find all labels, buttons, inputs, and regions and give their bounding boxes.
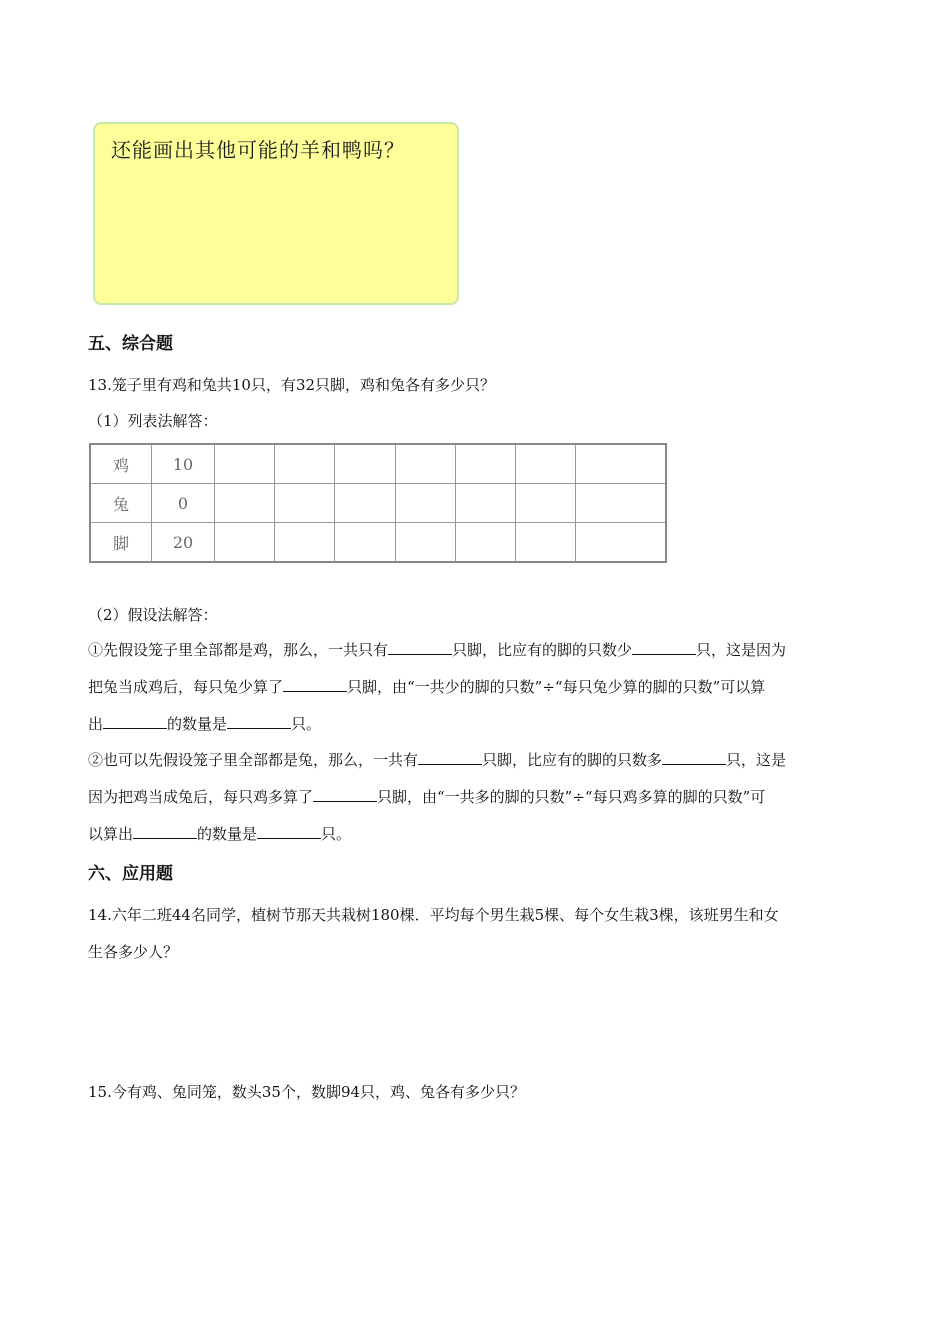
table-cell-empty[interactable]: [335, 523, 395, 563]
p2-line3: [88, 823, 351, 844]
table-row: [90, 523, 666, 563]
table-cell-empty[interactable]: [275, 523, 335, 563]
table-cell-empty[interactable]: [215, 484, 275, 523]
text: 出: [88, 715, 104, 733]
table-cell-empty[interactable]: [395, 444, 455, 484]
p1-line2: [88, 676, 765, 697]
p1-line3: [88, 713, 321, 734]
text: 只。: [321, 825, 352, 843]
table-cell-empty[interactable]: [335, 444, 395, 484]
note-box: [93, 122, 459, 305]
text: 只，这是: [726, 751, 787, 769]
fill-blank[interactable]: [283, 677, 347, 692]
table-cell-empty[interactable]: [515, 484, 575, 523]
section-6-title: 六、应用题: [88, 864, 173, 884]
p2-line1: [88, 749, 786, 770]
q14-line2: 生各多少人？: [88, 943, 179, 961]
q14-line1: 14.六年二班44名同学，植树节那天共栽树180棵．平均每个男生栽5棵、每个女生栽3棵，该班男生和女: [88, 906, 779, 924]
text: 把兔当成鸡后，每只兔少算了: [88, 678, 284, 696]
table-cell-label: 鸡: [90, 444, 152, 484]
table-cell-empty[interactable]: [576, 484, 666, 523]
p2-line2: [88, 786, 765, 807]
text: 只脚，由“一共多的脚的只数”÷“每只鸡多算的脚的只数”可: [377, 788, 766, 806]
table-cell-empty[interactable]: [215, 444, 275, 484]
table-cell-empty[interactable]: [455, 523, 515, 563]
text: 只。: [291, 715, 322, 733]
text: 只脚，比应有的脚的只数少: [452, 641, 633, 659]
text: 因为把鸡当成兔后，每只鸡多算了: [88, 788, 314, 806]
table-cell-empty[interactable]: [576, 523, 666, 563]
table-cell-empty[interactable]: [576, 444, 666, 484]
table-row: [90, 444, 666, 484]
q13-part1: （1）列表法解答：: [88, 412, 218, 430]
fill-blank[interactable]: [418, 750, 482, 765]
table-cell-empty[interactable]: [395, 484, 455, 523]
q15-text: 15.今有鸡、兔同笼，数头35个，数脚94只，鸡、兔各有多少只？: [88, 1083, 526, 1101]
table-row: [90, 484, 666, 523]
table-cell-empty[interactable]: [335, 484, 395, 523]
fill-blank[interactable]: [388, 640, 452, 655]
fill-blank[interactable]: [632, 640, 696, 655]
table-cell-empty[interactable]: [215, 523, 275, 563]
table-cell-empty[interactable]: [515, 444, 575, 484]
note-text: 还能画出其他可能的羊和鸭吗？: [111, 138, 405, 162]
text: 只脚，由“一共少的脚的只数”÷“每只兔少算的脚的只数”可以算: [347, 678, 766, 696]
fill-blank[interactable]: [227, 714, 291, 729]
text: 只，这是因为: [696, 641, 787, 659]
fill-blank[interactable]: [313, 787, 377, 802]
text: ②也可以先假设笼子里全部都是兔，那么，一共有: [88, 751, 419, 769]
table-cell-empty[interactable]: [275, 444, 335, 484]
text: 的数量是: [167, 715, 228, 733]
text: 以算出: [88, 825, 134, 843]
answer-table: [89, 443, 667, 563]
table-cell-empty[interactable]: [455, 484, 515, 523]
table-cell-value: 10: [152, 444, 215, 484]
fill-blank[interactable]: [257, 824, 321, 839]
section-5-title: 五、综合题: [88, 334, 173, 354]
table-cell-empty[interactable]: [515, 523, 575, 563]
table-cell-value: 0: [152, 484, 215, 523]
fill-blank[interactable]: [662, 750, 726, 765]
p1-line1: [88, 639, 786, 660]
table-cell-label: 兔: [90, 484, 152, 523]
q13-text: 13.笼子里有鸡和兔共10只，有32只脚，鸡和兔各有多少只？: [88, 376, 496, 394]
table-cell-empty[interactable]: [395, 523, 455, 563]
text: ①先假设笼子里全部都是鸡，那么，一共只有: [88, 641, 389, 659]
text: 只脚，比应有的脚的只数多: [482, 751, 663, 769]
table-cell-empty[interactable]: [275, 484, 335, 523]
table-cell-empty[interactable]: [455, 444, 515, 484]
fill-blank[interactable]: [133, 824, 197, 839]
fill-blank[interactable]: [103, 714, 167, 729]
text: 的数量是: [197, 825, 258, 843]
table-cell-label: 脚: [90, 523, 152, 563]
table-cell-value: 20: [152, 523, 215, 563]
q13-part2: （2）假设法解答：: [88, 606, 218, 624]
